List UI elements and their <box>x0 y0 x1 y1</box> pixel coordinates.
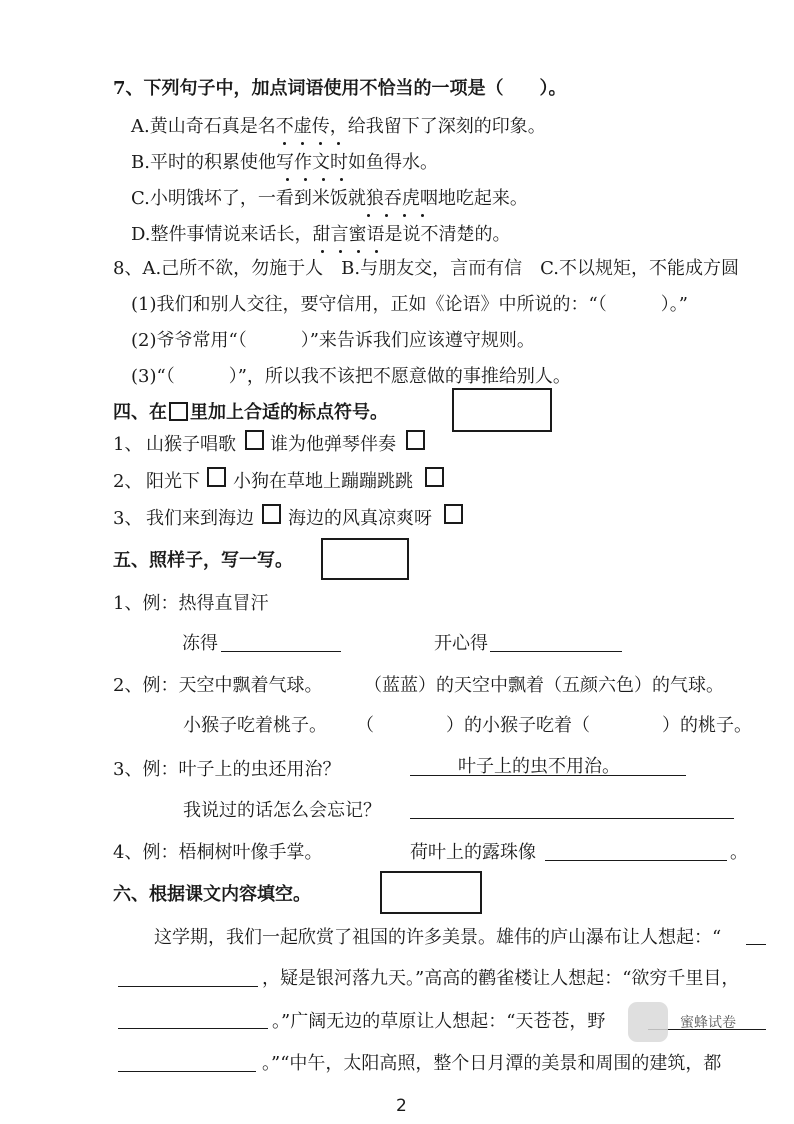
punctuation-box[interactable] <box>245 430 264 450</box>
s5-e4-end: 。 <box>730 842 748 863</box>
page-number: 2 <box>396 1096 407 1116</box>
s4-item-2-text-b: 小狗在草地上蹦蹦跳跳 <box>233 471 413 492</box>
section-4-heading <box>113 402 388 424</box>
s6-line-2: ，疑是银河落九天。”高高的鹳雀楼让人想起：“欲穷千里目， <box>262 968 740 989</box>
s5-e2-question: 小猴子吃着桃子。 <box>183 715 327 736</box>
s5-example-1: 1、例：热得直冒汗 <box>113 593 269 614</box>
s4-item-3-text-b: 海边的风真凉爽呀 <box>288 508 432 529</box>
s4-item-3-num: 3、 <box>113 508 143 529</box>
question-8-item-2: (2)爷爷常用“（ ）”来告诉我们应该遵守规则。 <box>131 330 535 351</box>
section-6-heading: 六、根据课文内容填空。 <box>113 884 311 905</box>
punctuation-box[interactable] <box>444 504 463 524</box>
s5-example-4: 4、例：梧桐树叶像手掌。 <box>113 842 323 863</box>
question-7-option-b: B.平时的积累使他写作文时如鱼得水。 <box>131 152 438 173</box>
section-4-heading-part-b: 里加上合适的标点符号。 <box>190 402 388 423</box>
punctuation-box[interactable] <box>207 467 226 487</box>
answer-line[interactable] <box>118 986 258 987</box>
s4-item-2-text-a: 阳光下 <box>146 471 200 492</box>
s5-e1-prompt-b: 开心得 <box>434 633 488 654</box>
punctuation-box[interactable] <box>262 504 281 524</box>
watermark-text: 蜜蜂试卷 <box>680 1015 736 1031</box>
section-4-score-box <box>452 388 552 432</box>
question-8-stem: 8、A.己所不欲，勿施于人 B.与朋友交，言而有信 C.不以规矩，不能成方圆 <box>113 258 739 279</box>
answer-line[interactable] <box>118 1071 256 1072</box>
s4-item-1-text-b: 谁为他弹琴伴奏 <box>270 434 396 455</box>
answer-line[interactable] <box>410 818 734 819</box>
s4-item-1-text-a: 山猴子唱歌 <box>146 434 236 455</box>
s5-e4-question: 荷叶上的露珠像 <box>410 842 536 863</box>
s5-e1-prompt-a: 冻得 <box>182 633 218 654</box>
example-underline <box>410 775 686 776</box>
s4-item-3-text-a: 我们来到海边 <box>146 508 254 529</box>
s5-example-2: 2、例：天空中飘着气球。 <box>113 675 323 696</box>
example-box <box>169 402 188 421</box>
answer-line[interactable] <box>118 1028 268 1029</box>
question-8-item-3: (3)“（ ）”，所以我不该把不愿意做的事推给别人。 <box>131 366 571 387</box>
bee-logo-icon <box>628 1002 668 1042</box>
answer-line[interactable] <box>490 651 622 652</box>
s6-line-3: 。”广阔无边的草原让人想起：“天苍苍，野 <box>272 1011 606 1032</box>
question-7-stem: 7、下列句子中，加点词语使用不恰当的一项是（ ）。 <box>113 78 567 99</box>
section-5-score-box <box>321 538 409 580</box>
section-4-heading-part-a: 四、在 <box>113 402 167 423</box>
question-8-item-1: (1)我们和别人交往，要守信用，正如《论语》中所说的：“（ ）。” <box>131 294 688 315</box>
question-7-option-c: C.小明饿坏了，一看到米饭就狼吞虎咽地吃起来。 <box>131 188 528 209</box>
s5-example-3-answer: 叶子上的虫不用治。 <box>458 756 620 777</box>
section-5-heading: 五、照样子，写一写。 <box>113 550 293 571</box>
answer-line[interactable] <box>545 860 727 861</box>
answer-line[interactable] <box>746 944 766 945</box>
answer-line[interactable] <box>221 651 341 652</box>
question-7-option-d: D.整件事情说来话长，甜言蜜语是说不清楚的。 <box>131 224 511 245</box>
punctuation-box[interactable] <box>425 467 444 487</box>
s6-line-1: 这学期，我们一起欣赏了祖国的许多美景。雄伟的庐山瀑布让人想起：“ <box>154 927 722 948</box>
s5-example-2-answer: （蓝蓝）的天空中飘着（五颜六色）的气球。 <box>364 675 724 696</box>
section-6-score-box <box>380 871 482 914</box>
s4-item-2-num: 2、 <box>113 471 143 492</box>
s6-line-4: 。”“中午，太阳高照，整个日月潭的美景和周围的建筑，都 <box>262 1053 722 1074</box>
punctuation-box[interactable] <box>406 430 425 450</box>
s5-e3-question: 我说过的话怎么会忘记？ <box>183 800 381 821</box>
s5-example-3: 3、例：叶子上的虫还用治？ <box>113 759 341 780</box>
watermark <box>628 1002 778 1042</box>
s4-item-1-num: 1、 <box>113 434 143 455</box>
s5-e2-blank-sentence: （ ）的小猴子吃着（ ）的桃子。 <box>356 715 752 736</box>
question-7-option-a: A.黄山奇石真是名不虚传，给我留下了深刻的印象。 <box>131 116 546 137</box>
